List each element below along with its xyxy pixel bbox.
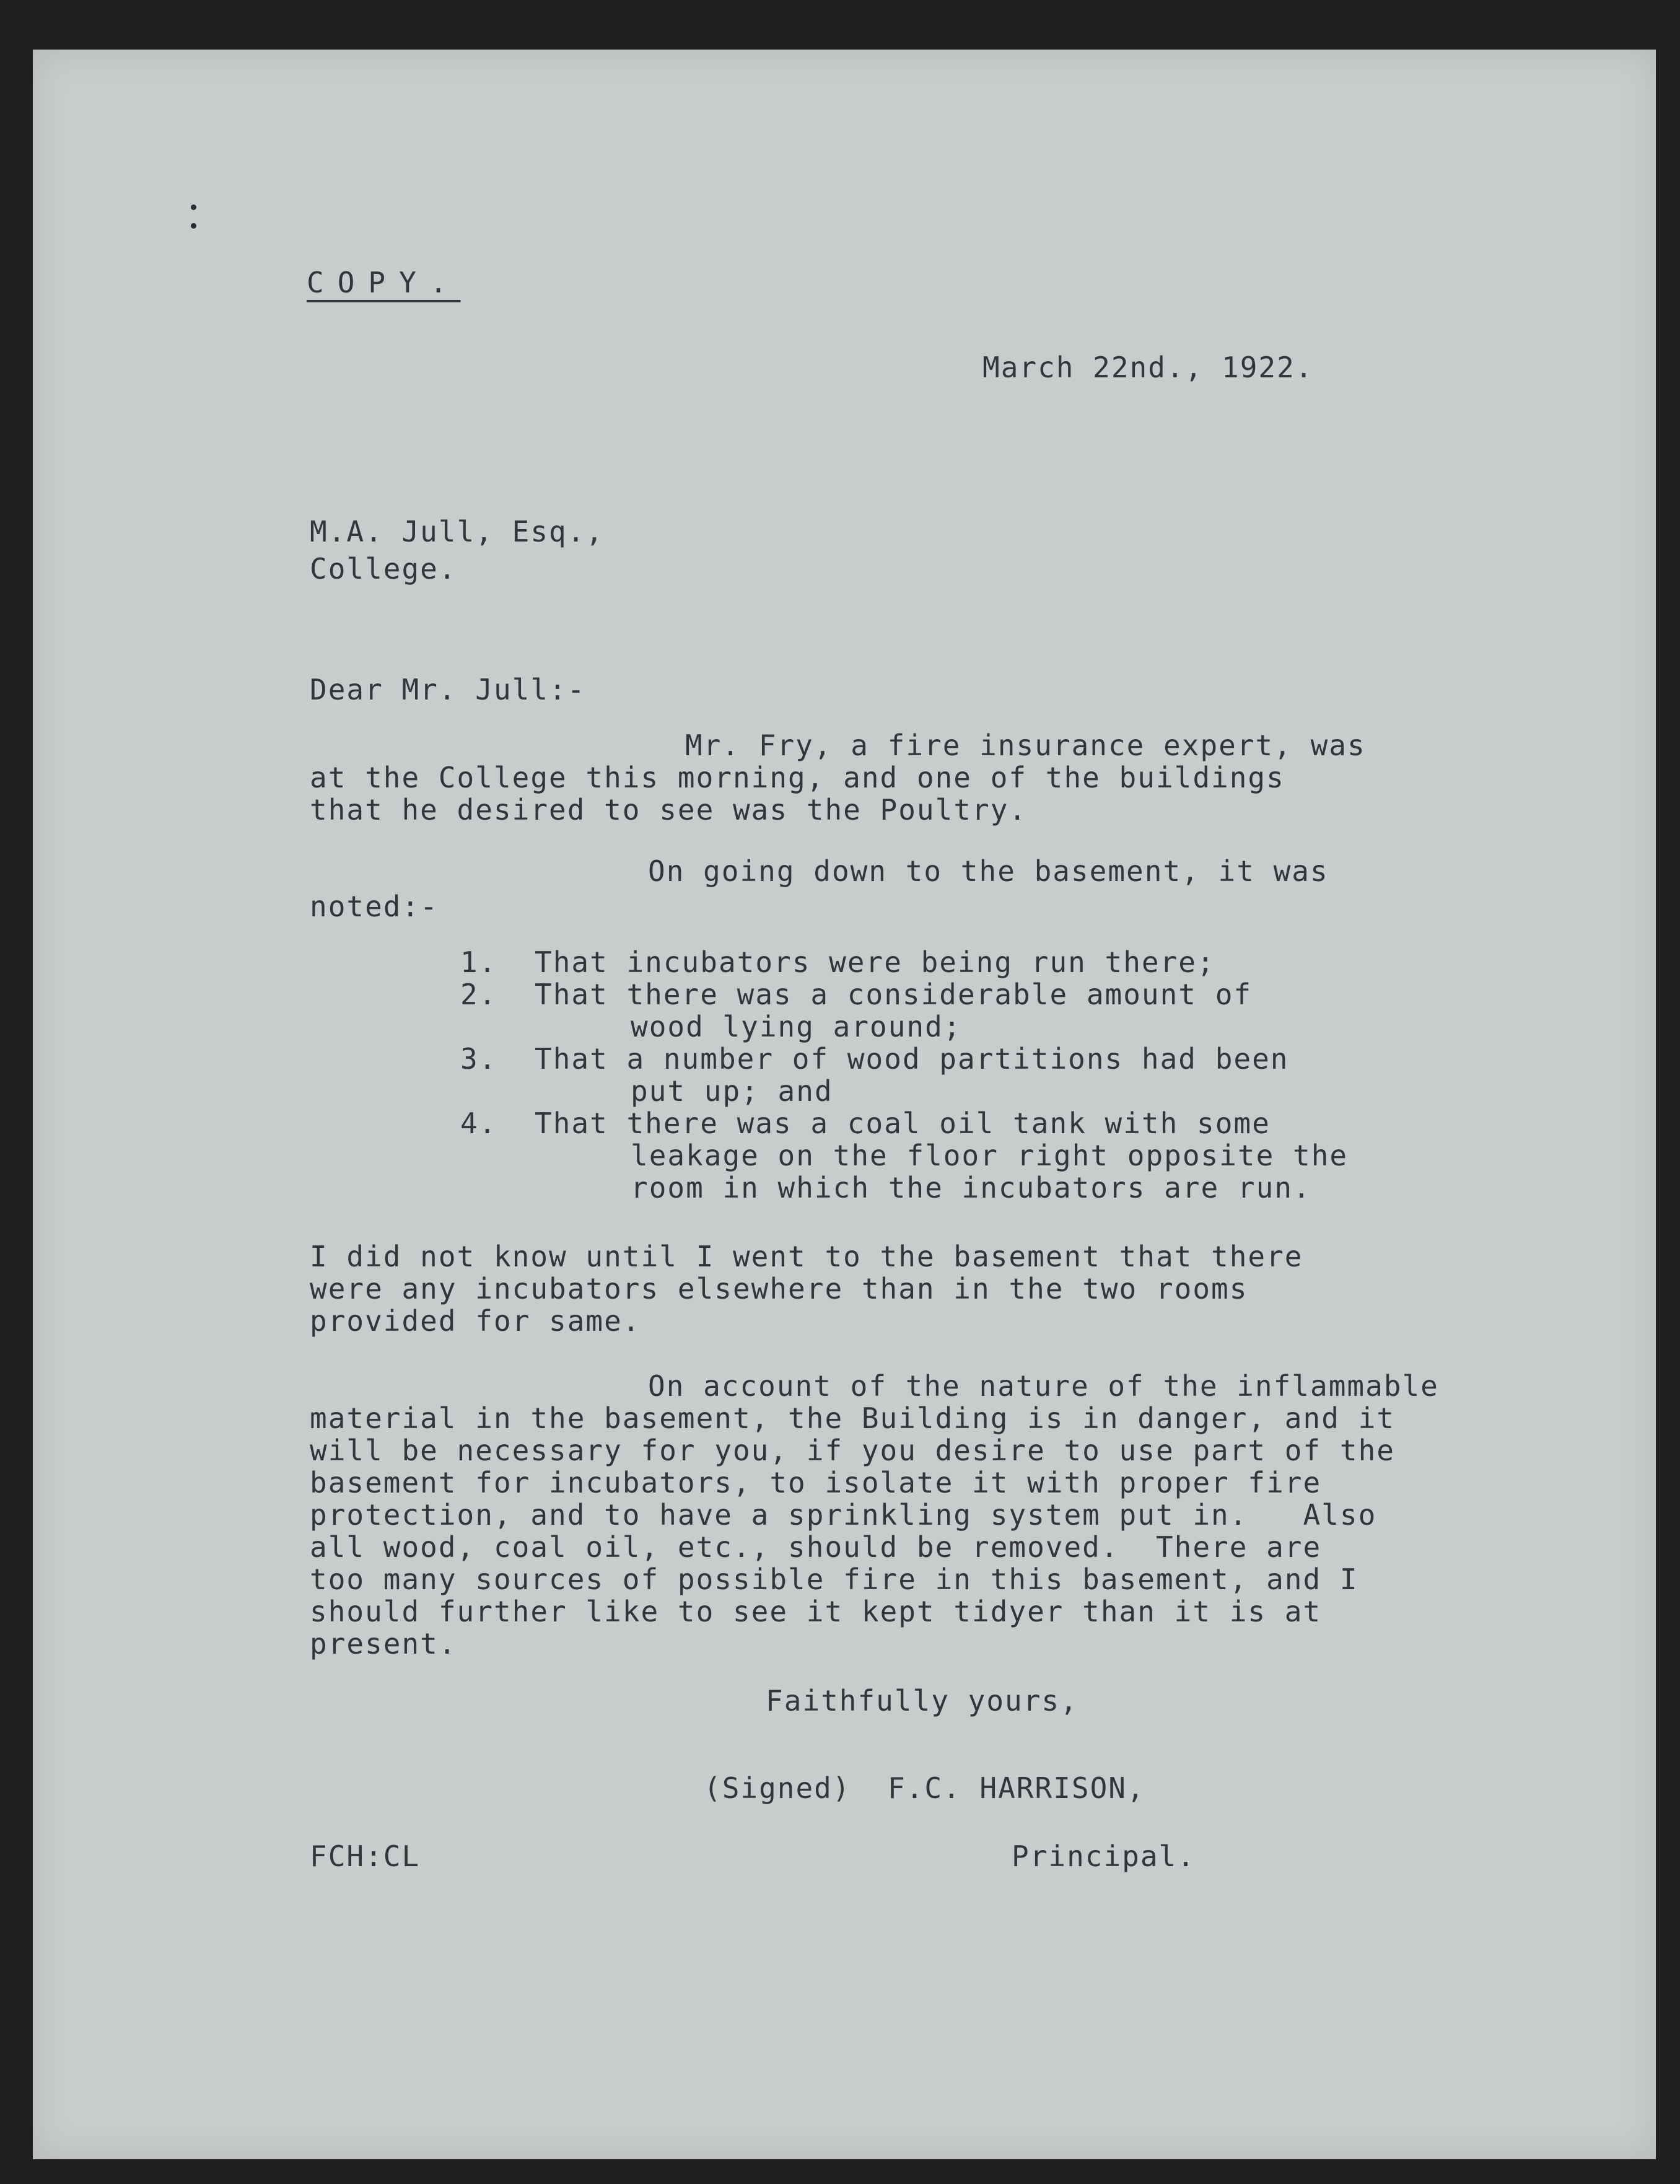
paragraph-4-line-9: present. xyxy=(310,1627,457,1660)
paragraph-3-line-3: provided for same. xyxy=(310,1304,641,1338)
paragraph-2-line-1: On going down to the basement, it was xyxy=(648,854,1329,888)
recipient-address: College. xyxy=(310,552,457,585)
paragraph-4-line-7: too many sources of possible fire in this basement, and I xyxy=(310,1563,1358,1596)
salutation: Dear Mr. Jull:- xyxy=(310,673,586,706)
list-item-3-number: 3. xyxy=(460,1042,497,1076)
paragraph-1-line-1: Mr. Fry, a fire insurance expert, was xyxy=(685,729,1366,762)
typist-initials: FCH:CL xyxy=(310,1840,421,1873)
paragraph-3-line-1: I did not know until I went to the basement that there xyxy=(310,1240,1303,1273)
paragraph-4-line-3: will be necessary for you, if you desire to use part of the xyxy=(310,1434,1395,1467)
paragraph-3-line-2: were any incubators elsewhere than in the two rooms xyxy=(310,1272,1248,1305)
list-item-4-line-1: That there was a coal oil tank with some xyxy=(535,1107,1271,1140)
paragraph-4-line-5: protection, and to have a sprinkling system put in. Also xyxy=(310,1498,1377,1532)
list-item-2-line-1: That there was a considerable amount of xyxy=(535,978,1253,1011)
list-item-3-line-2: put up; and xyxy=(631,1074,833,1108)
list-item-2-line-2: wood lying around; xyxy=(631,1010,962,1043)
paragraph-4-line-2: material in the basement, the Building is in danger, and it xyxy=(310,1401,1395,1435)
paragraph-2-line-2: noted:- xyxy=(310,890,439,923)
paragraph-4-line-6: all wood, coal oil, etc., should be removed. There are xyxy=(310,1530,1322,1564)
list-item-3-line-1: That a number of wood partitions had been xyxy=(535,1042,1289,1076)
list-item-1-line-1: That incubators were being run there; xyxy=(535,945,1215,979)
list-item-2-number: 2. xyxy=(460,978,497,1011)
signer-title: Principal. xyxy=(1012,1840,1196,1873)
punch-marks xyxy=(191,204,197,239)
list-item-4-number: 4. xyxy=(460,1107,497,1140)
paragraph-1-line-2: at the College this morning, and one of the buildings xyxy=(310,761,1285,794)
paragraph-4-line-4: basement for incubators, to isolate it with proper fire xyxy=(310,1466,1322,1499)
paragraph-4-line-8: should further like to see it kept tidyer than it is at xyxy=(310,1595,1322,1628)
paragraph-1-line-3: that he desired to see was the Poultry. xyxy=(310,793,1028,827)
list-item-4-line-2: leakage on the floor right opposite the xyxy=(631,1139,1349,1172)
signature: (Signed) F.C. HARRISON, xyxy=(704,1771,1145,1805)
letter-heading: COPY. xyxy=(307,266,461,299)
list-item-1-number: 1. xyxy=(460,945,497,979)
letter-page xyxy=(33,50,1656,2159)
list-item-4-line-3: room in which the incubators are run. xyxy=(631,1171,1311,1204)
paragraph-4-line-1: On account of the nature of the inflammable xyxy=(648,1369,1439,1403)
closing: Faithfully yours, xyxy=(766,1684,1078,1717)
recipient-name: M.A. Jull, Esq., xyxy=(310,515,605,548)
letter-date: March 22nd., 1922. xyxy=(982,351,1314,384)
